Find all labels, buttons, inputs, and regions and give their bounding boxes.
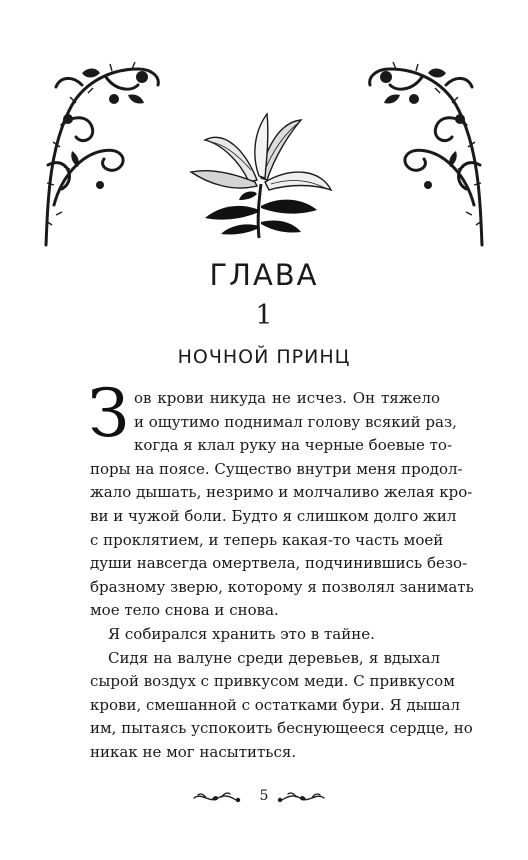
text-line: ов крови никуда не исчез. Он тяжело: [134, 389, 440, 407]
text-line: сырой воздух с привкусом меди. С привкусом: [90, 672, 455, 691]
text-line: никак не мог насытиться.: [90, 742, 297, 761]
chapter-number: 1: [255, 300, 273, 331]
floral-flourish-icon: [276, 790, 326, 806]
text-line: им, пытаясь успокоить беснующееся сердце, но: [90, 719, 473, 738]
thorny-vine-ornament-icon: [42, 55, 162, 255]
thorny-vine-ornament-icon: [366, 55, 486, 255]
drop-cap: З: [88, 375, 130, 452]
text-line: когда я клал руку на черные боевые то-: [134, 436, 453, 455]
chapter-title: НОЧНОЙ ПРИНЦ: [177, 346, 351, 368]
text-line: и ощутимо поднимал голову всякий раз,: [134, 412, 457, 431]
body-text: [88, 375, 474, 765]
chapter-heading: ГЛАВА: [209, 258, 319, 292]
text-line: мое тело снова и снова.: [90, 601, 279, 620]
text-line: крови, смешанной с остатками бури. Я дышал: [90, 695, 460, 714]
text-line: бразному зверю, которому я позволял занимать: [90, 577, 474, 596]
text-line: Я собирался хранить это в тайне.: [108, 624, 375, 643]
page-number: 5: [259, 788, 269, 804]
text-line: поры на поясе. Существо внутри меня продол-: [90, 459, 463, 478]
text-line: жало дышать, незримо и молчаливо желая кро-: [90, 483, 473, 502]
text-line: ви и чужой боли. Будто я слишком долго жил: [90, 506, 457, 525]
text-line: души навсегда омертвела, подчинившись безо-: [90, 554, 468, 573]
datura-flower-icon: [185, 110, 335, 240]
page-footer: [0, 786, 528, 810]
text-line: с проклятием, и теперь какая-то часть моей: [90, 530, 444, 549]
text-line: Сидя на валуне среди деревьев, я вдыхал: [108, 648, 440, 667]
